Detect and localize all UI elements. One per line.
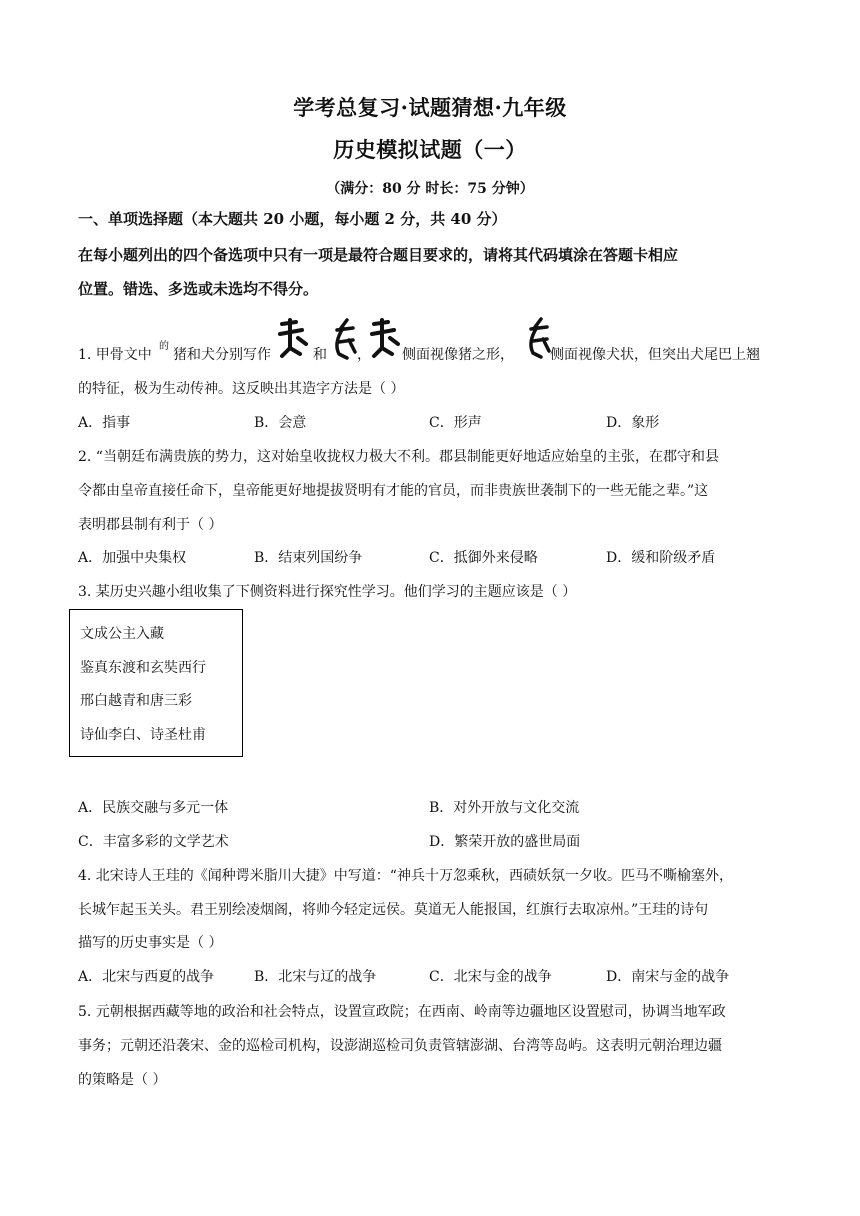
section-heading: 一、单项选择题（本大题共 20 小题，每小题 2 分，共 40 分） bbox=[78, 210, 507, 228]
q3-box-item: 邢白越青和唐三彩 bbox=[80, 693, 192, 709]
q1-text-e: 侧面视像猪之形， bbox=[402, 347, 514, 363]
paper-title: 学考总复习·试题猜想·九年级 bbox=[293, 95, 567, 120]
q3-line1: 3. 某历史兴趣小组收集了下侧资料进行探究性学习。他们学习的主题应该是（ ） bbox=[78, 584, 577, 600]
q3-box-item: 诗仙李白、诗圣杜甫 bbox=[80, 727, 206, 743]
q3-material-box bbox=[69, 609, 243, 757]
exam-title: 历史模拟试题（一） bbox=[333, 137, 527, 162]
q3-option-a[interactable]: A．民族交融与多元一体 bbox=[78, 800, 229, 816]
section-instructions-line2: 位置。错选、多选或未选均不得分。 bbox=[78, 280, 319, 298]
q4-line2: 长城乍起玉关头。君王别绘凌烟阁，将帅今轻定远侯。莫道无人能报国，红旗行去取凉州。”王珪的诗句 bbox=[78, 902, 709, 918]
q3-box-item: 文成公主入藏 bbox=[80, 626, 164, 642]
q1-option-a[interactable]: A．指事 bbox=[78, 415, 131, 431]
q1-text-a: 1. 甲骨文中 bbox=[78, 347, 152, 363]
q2-option-d[interactable]: D．缓和阶级矛盾 bbox=[606, 550, 716, 566]
q5-line2: 事务；元朝还沿袭宋、金的巡检司机构，设澎湖巡检司负责管辖澎湖、台湾等岛屿。这表明元朝治理边疆 bbox=[78, 1038, 722, 1054]
oracle-dog-glyph-icon bbox=[329, 318, 359, 360]
q3-option-b[interactable]: B．对外开放与文化交流 bbox=[429, 800, 580, 816]
q4-option-a[interactable]: A．北宋与西夏的战争 bbox=[78, 969, 215, 985]
oracle-dog-glyph-icon bbox=[523, 316, 553, 360]
q2-line1: 2. “当朝廷布满贵族的势力，这对始皇收拢权力极大不利。郡县制能更好地适应始皇的主张，在郡守和县 bbox=[78, 449, 719, 465]
q4-line3: 描写的历史事实是（ ） bbox=[78, 935, 223, 951]
q5-line1: 5. 元朝根据西藏等地的政治和社会特点，设置宣政院；在西南、岭南等边疆地区设置慰司，协调当地军政 bbox=[78, 1004, 726, 1020]
oracle-pig-glyph-icon bbox=[276, 318, 310, 360]
q2-line3: 表明郡县制有利于（ ） bbox=[78, 517, 223, 533]
q1-line2: 的特征，极为生动传神。这反映出其造字方法是（ ） bbox=[78, 381, 405, 397]
q2-option-c[interactable]: C．抵御外来侵略 bbox=[429, 550, 538, 566]
q1-text-c: 和 bbox=[313, 347, 327, 363]
q4-option-b[interactable]: B．北宋与辽的战争 bbox=[254, 969, 377, 985]
q4-line1: 4. 北宋诗人王珪的《闻种谔米脂川大捷》中写道：“神兵十万忽乘秋，西碛妖氛一夕收。匹马不嘶榆塞外， bbox=[78, 868, 733, 884]
q3-option-c[interactable]: C．丰富多彩的文学艺术 bbox=[78, 834, 229, 850]
q4-option-c[interactable]: C．北宋与金的战争 bbox=[429, 969, 552, 985]
q3-box-item: 鉴真东渡和玄奘西行 bbox=[80, 660, 206, 676]
oracle-pig-glyph-icon bbox=[368, 318, 402, 360]
q1-text-b: 猪和犬分别写作 bbox=[173, 347, 271, 363]
q1-option-c[interactable]: C．形声 bbox=[429, 415, 482, 431]
q2-line2: 令都由皇帝直接任命下，皇帝能更好地提拔贤明有才能的官员，而非贵族世袭制下的一些无能之辈。”这 bbox=[78, 483, 709, 499]
q5-line3: 的策略是（ ） bbox=[78, 1072, 167, 1088]
q2-option-b[interactable]: B．结束列国纷争 bbox=[254, 550, 363, 566]
q1-option-d[interactable]: D．象形 bbox=[606, 415, 660, 431]
q1-text-f: 侧面视像犬状，但突出犬尾巴上翘 bbox=[550, 347, 760, 363]
exam-meta: （满分：80 分 时长：75 分钟） bbox=[326, 181, 534, 197]
q2-option-a[interactable]: A．加强中央集权 bbox=[78, 550, 187, 566]
q1-text-d: ， bbox=[357, 347, 371, 363]
section-instructions-line1: 在每小题列出的四个备选项中只有一项是最符合题目要求的，请将其代码填涂在答题卡相应 bbox=[78, 246, 679, 264]
q1-option-b[interactable]: B．会意 bbox=[254, 415, 307, 431]
q1-superscript: 的 bbox=[159, 341, 169, 352]
q3-option-d[interactable]: D．繁荣开放的盛世局面 bbox=[429, 834, 581, 850]
q4-option-d[interactable]: D．南宋与金的战争 bbox=[606, 969, 730, 985]
